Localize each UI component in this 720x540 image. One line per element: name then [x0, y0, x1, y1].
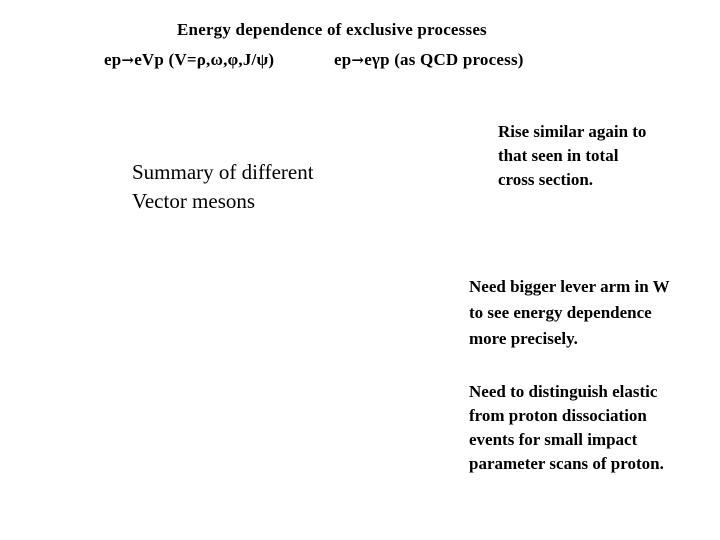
note-lever-arm: [469, 274, 670, 352]
process-vector-meson-initial: ep: [104, 50, 122, 69]
process-vector-meson: [104, 50, 274, 70]
note-line: more precisely.: [469, 329, 578, 348]
note-line: from proton dissociation: [469, 406, 647, 425]
note-line: cross section.: [498, 170, 594, 189]
arrow-right-icon: →: [121, 51, 135, 69]
process-dvcs-final: eγp (as QCD process): [364, 50, 524, 69]
process-dvcs: [334, 50, 524, 70]
process-vector-meson-final: eVp (V=ρ,ω,φ,J/ψ): [134, 50, 275, 69]
note-line: to see energy dependence: [469, 303, 652, 322]
note-line: Need bigger lever arm in W: [469, 277, 670, 296]
note-line: that seen in total: [498, 146, 619, 165]
summary-line: Summary of different: [132, 160, 314, 184]
note-line: events for small impact: [469, 430, 638, 449]
note-line: parameter scans of proton.: [469, 454, 664, 473]
note-elastic: [469, 380, 664, 476]
note-rise: [498, 120, 646, 192]
note-line: Rise similar again to: [498, 122, 647, 141]
arrow-right-icon: →: [351, 51, 365, 69]
note-line: Need to distinguish elastic: [469, 382, 658, 401]
summary-line: Vector mesons: [132, 189, 256, 213]
process-dvcs-initial: ep: [334, 50, 352, 69]
summary-caption: [132, 158, 314, 216]
slide-title: Energy dependence of exclusive processes: [177, 20, 487, 39]
